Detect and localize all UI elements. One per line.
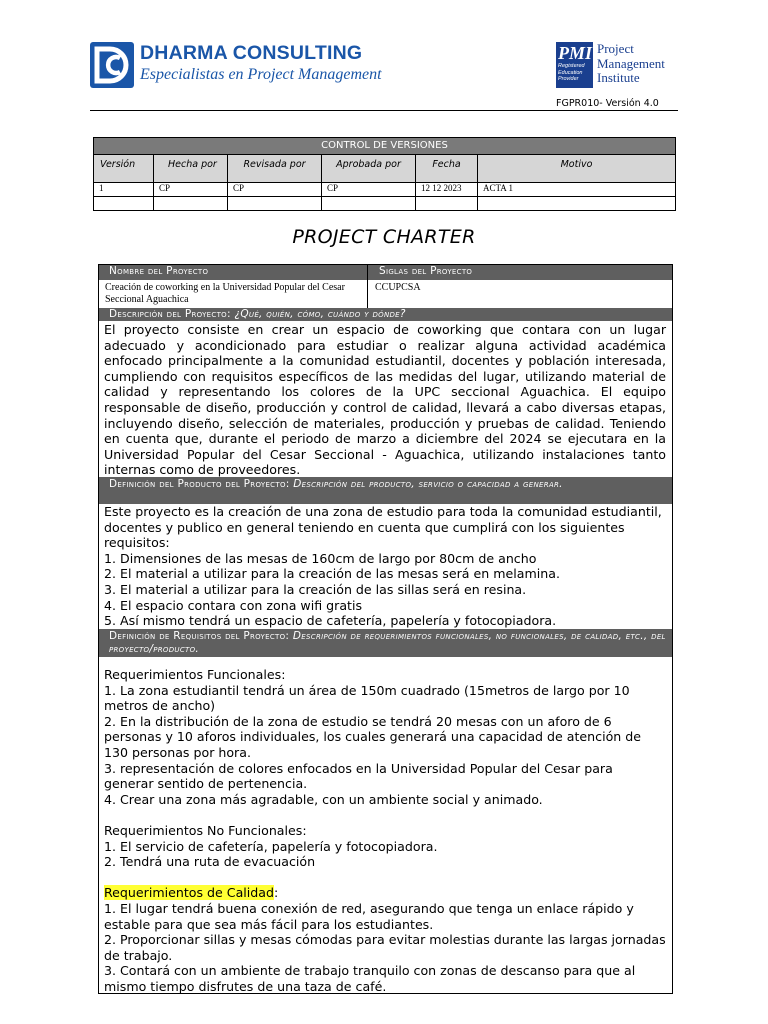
table-row-empty bbox=[94, 197, 676, 211]
list-item: 2. Proporcionar sillas y mesas cómodas para evitar molestias durante las largas jornadas de trabajo. bbox=[104, 932, 666, 963]
project-name-header bbox=[99, 265, 672, 280]
list-item: 4. Crear una zona más agradable, con un ambiente social y animado. bbox=[104, 791, 543, 807]
table-row bbox=[94, 183, 676, 197]
requirements-header: Definición de Requisitos del Proyecto: Descripción de requerimientos funcionales, no funcionales, de calidad, etc., del proyecto/producto. bbox=[99, 629, 672, 657]
dharma-consulting-logo bbox=[90, 42, 382, 90]
list-item: 2. El material a utilizar para la creación de las mesas será en melamina. bbox=[104, 566, 560, 582]
project-name-value: Creación de coworking en la Universidad Popular del Cesar Seccional Aguachica bbox=[105, 282, 345, 305]
column-header: Motivo bbox=[478, 155, 676, 183]
list-item: 1. Dimensiones de las mesas de 160cm de largo por 80cm de ancho bbox=[104, 550, 537, 566]
column-header: Fecha bbox=[416, 155, 478, 183]
table-cell: CP bbox=[154, 183, 228, 197]
project-name-label: Nombre del Proyecto bbox=[109, 265, 209, 277]
quality-title: Requerimientos de Calidad: bbox=[104, 885, 279, 901]
description-header: Descripción del Proyecto: ¿Qué, quién, cómo, cuándo y dónde? bbox=[99, 308, 672, 321]
project-description: El proyecto consiste en crear un espacio de coworking que contara con un lugar adecuado y acondicionado para estudiar o realizar alguna actividad académica enfocado principalmente a la comunidad estudiantil, docentes y población interesada, cumpliendo con requisitos específicos de las medidas del lugar, utilizando material de calidad y representando los colores de la UPC seccional Aguachica. El equipo responsable de diseño, producción y control de calidad, llevará a cabo diversas etapas, incluyendo diseño, selección de materiales, producción y pruebas de calidad. Teniendo en cuenta que, durante el periodo de marzo a diciembre del 2024 se ejecutara en la Universidad Popular del Cesar Seccional - Aguachica, utilizando instalaciones tanto internas como de proveedores. bbox=[104, 322, 666, 478]
requirements-hint: Descripción de requerimientos funcionales, no funcionales, de calidad, etc., del proyecto/producto. bbox=[109, 630, 666, 655]
project-charter-form bbox=[98, 264, 673, 994]
list-item: 1. La zona estudiantil tendrá un área de 150m cuadrado (15metros de largo por 10 metros de ancho) bbox=[104, 682, 630, 714]
list-item: 1. El lugar tendrá buena conexión de red, asegurando que tenga un enlace rápido y estable para que sea más fácil para los estudiantes. bbox=[104, 900, 634, 932]
product-definition-header: Definición del Producto del Proyecto: Descripción del producto, servicio o capacidad a generar. bbox=[99, 477, 672, 504]
column-header: Revisada por bbox=[228, 155, 322, 183]
table-cell: ACTA 1 bbox=[478, 183, 676, 197]
pmi-badge bbox=[556, 42, 593, 88]
pmi-logo bbox=[556, 42, 686, 92]
column-header: Aprobada por bbox=[322, 155, 416, 183]
product-definition-body bbox=[104, 504, 666, 629]
project-acronym-label: Siglas del Proyecto bbox=[379, 265, 473, 277]
table-cell: CP bbox=[228, 183, 322, 197]
document-title: PROJECT CHARTER bbox=[292, 226, 476, 248]
company-tagline: Especialistas en Project Management bbox=[140, 66, 382, 83]
list-item: 5. Así mismo tendrá un espacio de cafetería, papelería y fotocopiadora. bbox=[104, 613, 557, 629]
list-item: 3. Contará con un ambiente de trabajo tranquilo con zonas de descanso para que al mismo tiempo disfrutes de una taza de café. bbox=[104, 963, 636, 994]
form-code: FGPR010- Versión 4.0 bbox=[556, 98, 659, 109]
table-cell: 12 12 2023 bbox=[416, 183, 478, 197]
pmi-letters: PMI bbox=[558, 43, 593, 63]
version-control-table bbox=[93, 137, 676, 211]
list-item: 1. El servicio de cafetería, papelería y fotocopiadora. bbox=[104, 838, 438, 854]
version-control-title: CONTROL DE VERSIONES bbox=[94, 138, 676, 155]
company-name: DHARMA CONSULTING bbox=[140, 42, 363, 64]
product-intro: Este proyecto es la creación de una zona de estudio para toda la comunidad estudiantil, docentes y publico en general teniendo en cuenta que cumplirá con los siguientes requisitos: bbox=[104, 504, 662, 551]
table-cell: CP bbox=[322, 183, 416, 197]
list-item: 2. Tendrá una ruta de evacuación bbox=[104, 854, 316, 870]
pmi-badge-text: Registered Education Provider bbox=[558, 63, 585, 82]
version-table-header bbox=[94, 155, 676, 183]
functional-title: Requerimientos Funcionales: bbox=[104, 667, 286, 682]
list-item: 3. El material a utilizar para la creación de las sillas será en resina. bbox=[104, 581, 527, 597]
description-hint: ¿Qué, quién, cómo, cuándo y dónde? bbox=[234, 308, 406, 320]
project-acronym-value: CCUPCSA bbox=[375, 282, 421, 293]
list-item: 2. En la distribución de la zona de estudio se tendrá 20 mesas con un aforo de 6 personas y 10 aforos individuales, los cuales generará una capacidad de atención de 130 personas por hora. bbox=[104, 713, 642, 760]
header-divider bbox=[90, 110, 678, 111]
column-header: Hecha por bbox=[154, 155, 228, 183]
requirements-body bbox=[104, 667, 666, 994]
quality-title-highlight: Requerimientos de Calidad bbox=[104, 885, 274, 901]
product-definition-hint: Descripción del producto, servicio o capacidad a generar. bbox=[293, 478, 563, 490]
list-item: 4. El espacio contara con zona wifi gratis bbox=[104, 597, 363, 613]
dharma-logo-icon bbox=[90, 42, 134, 88]
non-functional-title: Requerimientos No Funcionales: bbox=[104, 822, 307, 838]
table-cell: 1 bbox=[94, 183, 154, 197]
column-header: Versión bbox=[94, 155, 154, 183]
list-item: 3. representación de colores enfocados en la Universidad Popular del Cesar para generar sentido de pertenencia. bbox=[104, 760, 613, 792]
pmi-name: Project Management Institute bbox=[597, 41, 665, 85]
